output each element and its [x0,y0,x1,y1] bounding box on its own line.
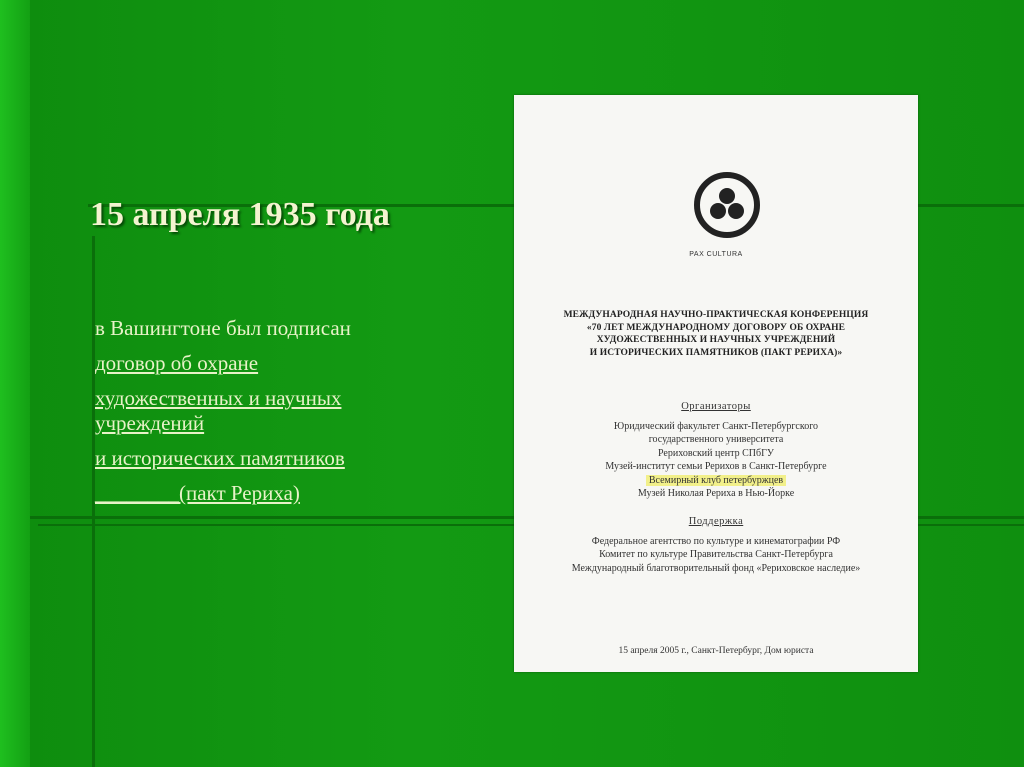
organizers-heading: Организаторы [681,401,751,412]
slide-body [95,316,425,516]
conference-title [534,309,898,359]
organizer-line [514,474,918,488]
organizer-line: Рериховский центр СПбГУ [658,447,774,459]
conference-line: «70 ЛЕТ МЕЖДУНАРОДНОМУ ДОГОВОРУ ОБ ОХРАНЕ [586,322,846,333]
pax-cultura-emblem-icon [692,170,762,240]
conference-line: ХУДОЖЕСТВЕННЫХ И НАУЧНЫХ УЧРЕЖДЕНИЙ [596,335,836,345]
treaty-link[interactable]: договор об охране [95,351,259,375]
treaty-link[interactable]: ________(пакт Рериха) [95,481,300,505]
support-line: Международный благотворительный фонд «Рериховское наследие» [571,562,861,574]
treaty-link[interactable]: и исторических памятников [95,446,345,470]
body-line: в Вашингтоне был подписан [95,316,351,340]
pax-label: PAX CULTURA [689,251,743,258]
organizer-line: Музей Николая Рериха в Нью-Йорке [637,488,795,499]
document-footer: 15 апреля 2005 г., Санкт-Петербург, Дом юриста [618,646,814,656]
document-scan [514,95,918,672]
support-line: Федеральное агентство по культуре и кинематографии РФ [591,535,841,547]
slide-left-band [0,0,30,767]
treaty-link[interactable]: художественных и научных учреждений [95,386,342,435]
slide-title: 15 апреля 1935 года [90,196,390,233]
support-heading: Поддержка [688,516,744,527]
organizer-line: Юридический факультет Санкт-Петербургского [613,420,819,432]
organizers-section [514,400,918,501]
highlighted-organizer: Всемирный клуб петербуржцев [646,475,786,486]
organizer-line: государственного университета [648,434,784,445]
support-line: Комитет по культуре Правительства Санкт-Петербурга [599,549,833,560]
conference-line: МЕЖДУНАРОДНАЯ НАУЧНО-ПРАКТИЧЕСКАЯ КОНФЕРЕНЦИЯ [563,310,869,320]
organizer-line: Музей-институт семьи Рерихов в Санкт-Петербурге [605,461,827,472]
conference-line: И ИСТОРИЧЕСКИХ ПАМЯТНИКОВ (ПАКТ РЕРИХА)» [589,347,843,358]
support-section [514,515,918,575]
